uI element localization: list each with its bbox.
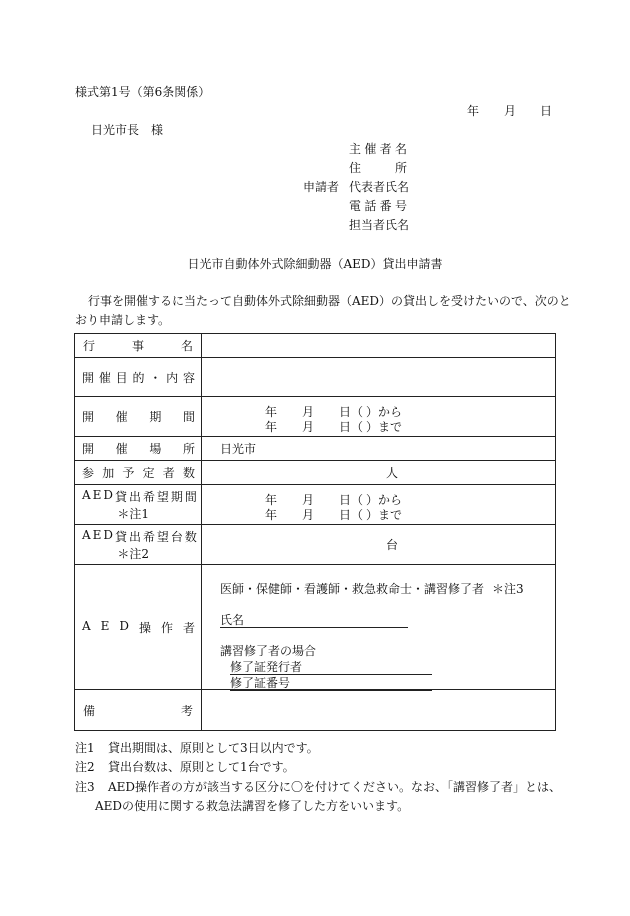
representative-name-label: 代表者氏名 [349, 180, 410, 194]
qualification-options[interactable]: 医師・保健師・看護師・救急救命士・講習修了者 [220, 582, 485, 596]
row-remarks [75, 690, 556, 731]
intro-line-2: おり申請します。 [75, 313, 171, 327]
loan-period-note: ＊注1 [117, 506, 149, 521]
address-label: 住所 [349, 161, 407, 175]
venue-value[interactable]: 日光市 [202, 437, 556, 461]
purpose-value[interactable] [202, 358, 556, 397]
purpose-label: 開 催 目 的 ・ 内 容 [75, 358, 202, 397]
venue-label: 開 催 場 所 [75, 437, 202, 461]
application-table [74, 333, 556, 731]
note-1-text: 貸出期間は、原則として3日以内です。 [108, 741, 319, 755]
addressee: 日光市長 様 [91, 123, 164, 137]
note-2-text: 貸出台数は、原則として1台です。 [108, 760, 295, 774]
operator-value [202, 565, 556, 690]
row-event-name [75, 334, 556, 358]
remarks-value[interactable] [202, 690, 556, 731]
row-period [75, 397, 556, 437]
loan-count-value[interactable]: 台 [202, 525, 556, 565]
participants-value[interactable]: 人 [202, 461, 556, 485]
event-name-label: 行 事 名 [75, 334, 202, 358]
date-day-label: 日 [540, 104, 553, 118]
cert-number-field[interactable]: 修了証番号 [230, 676, 432, 691]
loan-period-value[interactable]: 年 月 日（ ）から 年 月 日（ ）まで [202, 485, 556, 525]
document-title: 日光市自動体外式除細動器（AED）貸出申請書 [187, 257, 443, 271]
course-heading: 講習修了者の場合 [220, 644, 317, 658]
event-name-value[interactable] [202, 334, 556, 358]
cert-issuer-field[interactable]: 修了証発行者 [230, 660, 432, 675]
organizer-name-label: 主催者名 [349, 142, 407, 156]
row-operator [75, 565, 556, 690]
operator-name-field[interactable]: 氏名 [220, 613, 408, 628]
applicant-label: 申請者 [303, 180, 340, 194]
form-id: 様式第1号（第6条関係） [75, 85, 211, 99]
date-year-label: 年 [467, 104, 480, 118]
note-3-text: AED操作者の方が該当する区分に〇を付けてください。なお、「講習修了者」とは、 [108, 780, 562, 794]
row-loan-period [75, 485, 556, 525]
participants-label: 参 加 予 定 者 数 [75, 461, 202, 485]
note-3-continuation: AEDの使用に関する救急法講習を修了した方をいいます。 [95, 799, 410, 813]
loan-count-note: ＊注2 [117, 546, 149, 561]
note-3-tag: 注3 [75, 780, 95, 794]
note-1-tag: 注1 [75, 741, 95, 755]
intro-line-1: 行事を開催するに当たって自動体外式除細動器（AED）の貸出しを受けたいので、次のと [88, 294, 571, 308]
operator-label: A E D 操 作 者 [75, 565, 202, 690]
row-purpose [75, 358, 556, 397]
row-loan-count [75, 525, 556, 565]
remarks-label: 備 考 [75, 690, 202, 731]
loan-count-label: A E D 貸 出 希 望 台 数 ＊注2 [75, 525, 202, 565]
qualification-note: ＊注3 [492, 582, 524, 596]
period-value[interactable]: 年 月 日（ ）から 年 月 日（ ）まで [202, 397, 556, 437]
contact-person-label: 担当者氏名 [349, 218, 410, 232]
phone-number-label: 電話番号 [349, 199, 407, 213]
row-venue [75, 437, 556, 461]
row-participants [75, 461, 556, 485]
loan-period-label: A E D 貸 出 希 望 期 間 ＊注1 [75, 485, 202, 525]
date-month-label: 月 [504, 104, 517, 118]
period-label: 開 催 期 間 [75, 397, 202, 437]
note-2-tag: 注2 [75, 760, 95, 774]
